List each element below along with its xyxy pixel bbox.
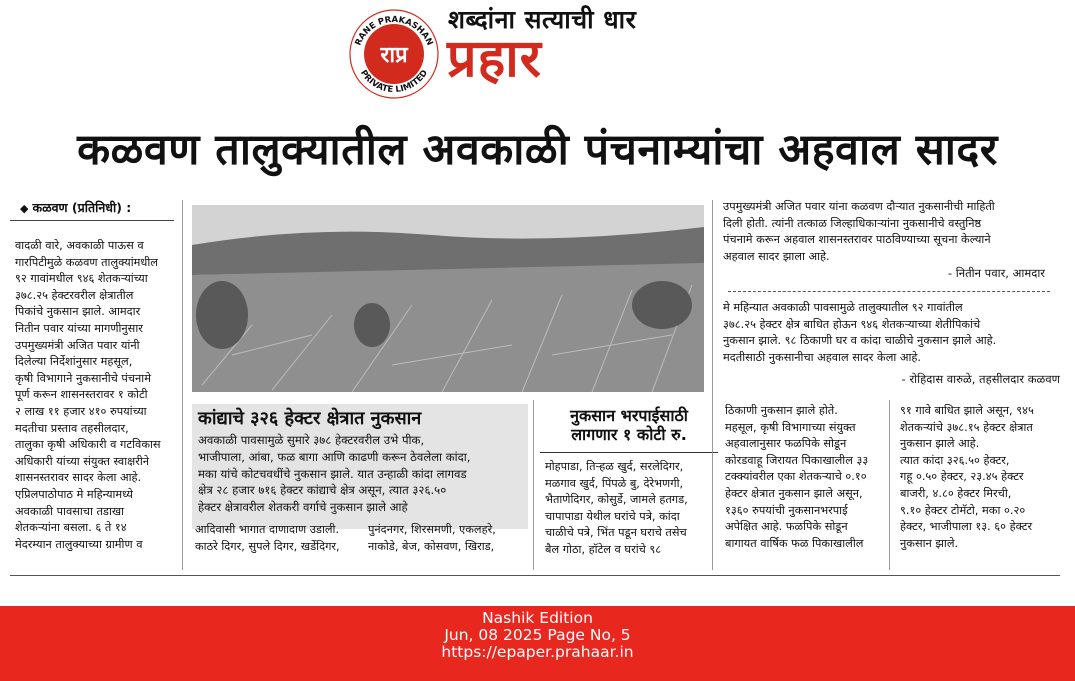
text-line: नुकसान झाले आहे.: [900, 437, 980, 451]
article-bottom-rule: [10, 575, 1060, 576]
article-dateline: ◆ कळवण (प्रतिनिधी) :: [20, 200, 132, 215]
svg-text:PRIVATE LIMITED: PRIVATE LIMITED: [357, 68, 431, 96]
mla-quote-credit: - नितीन पवार, आमदार: [947, 266, 1045, 280]
article-column-4: [725, 403, 883, 552]
tehsildar-quote: [723, 300, 1058, 366]
text-line: दिलेल्या निर्देशांनुसार महसूल,: [15, 355, 133, 369]
footer-date-page: Jun, 08 2025 Page No, 5: [444, 626, 631, 644]
column-divider: [889, 400, 890, 570]
text-line: बाजरी, ४.८० हेक्टर मिरची,: [900, 486, 1012, 500]
text-line: अधिकारी यांच्या संयुक्त स्वाक्षरीने: [15, 454, 150, 468]
text-line: तालुका कृषी अधिकारी व गटविकास: [15, 438, 161, 452]
article-column-2-left: [195, 522, 355, 555]
text-line: टक्क्यांवरील एका शेतकऱ्याचे ०.१०: [725, 470, 867, 484]
text-line: अपेक्षित आहे. फळपिके सोडून: [725, 520, 848, 534]
masthead-tagline: शब्दांना सत्याची धार: [448, 5, 637, 34]
text-line: शेतकऱ्यांना बसला. ६ ते १४: [15, 521, 127, 535]
compensation-heading-line-1: नुकसान भरपाईसाठी: [570, 406, 688, 425]
compensation-heading: [537, 406, 721, 444]
text-line: उपमुख्यमंत्री अजित पवार यांनी: [15, 338, 140, 352]
text-line: भैताणेदिगर, कोसुर्डे, जामले हतगड,: [545, 493, 688, 507]
text-line: ठिकाणी नुकसान झाले होते.: [725, 404, 838, 417]
onion-loss-text: [198, 432, 524, 516]
text-line: गहू ०.५० हेक्टर, २३.४५ हेक्टर: [900, 470, 1024, 484]
box-text-line: हेक्टर क्षेत्रावरील शेतकरी वर्गाचे नुकसान झाले आहे: [198, 500, 408, 515]
article-column-1: [15, 238, 175, 553]
text-line: कोरडवाहू जिरायत पिकाखालील ३३: [725, 453, 869, 467]
crop-damage-photo: [192, 205, 704, 392]
rane-prakashan-logo: [346, 6, 442, 102]
text-line: हेक्टर क्षेत्रात नुकसान झाले असून,: [725, 486, 863, 500]
text-line: मोहपाडा, तिऱ्हळ खुर्द, सरलेदिगर,: [545, 460, 684, 473]
svg-text:RANE PRAKASHAN: RANE PRAKASHAN: [353, 14, 435, 48]
svg-text:राप्र: राप्र: [380, 43, 408, 68]
quote-line: पंचनामे करून अहवाल शासनस्तरावर पाठविण्याच्या सूचना केल्याने: [723, 233, 991, 247]
dateline-rule: [10, 220, 174, 221]
text-line: नाकोडे, बेज, कोसवण, खिराड,: [368, 539, 495, 553]
column-divider: [533, 400, 534, 570]
footer-url[interactable]: https://epaper.prahaar.in: [441, 643, 634, 661]
article-column-2-right: [368, 522, 528, 555]
quote-line: नुकसान झाले. ९८ ठिकाणी घर व कांदा चाळीचे नुकसान झाले आहे.: [723, 334, 997, 348]
text-line: ९२ गावांमधील ९४६ शेतकऱ्यांच्या: [15, 272, 148, 286]
tehsildar-quote-credit: - रोहिदास वारुळे, तहसीलदार कळवण: [901, 372, 1060, 386]
quote-line: दिली होती. त्यांनी तत्काळ जिल्हाधिकाऱ्यांना नुकसानीचे वस्तुनिष्ठ: [723, 216, 982, 230]
text-line: एप्रिलपाठोपाठ मे महिन्यामध्ये: [15, 487, 133, 501]
text-line: कृषी विभागाने नुकसानीचे पंचनामे: [15, 371, 151, 385]
quote-line: ३७८.२५ हेक्टर क्षेत्र बाधित होऊन ९४६ शेतकऱ्याच्या शेतीपिकांचे: [723, 317, 981, 331]
text-line: १३६० रुपयांची नुकसानभरपाई: [725, 503, 848, 517]
edition-footer: [0, 606, 1075, 681]
text-line: शेतकऱ्यांचे ३७८.१५ हेक्टर क्षेत्रात: [900, 420, 1033, 434]
compensation-heading-line-2: लागणार १ कोटी रु.: [571, 425, 687, 444]
article-headline: कळवण तालुक्यातील अवकाळी पंचनाम्यांचा अहवाल सादर: [77, 125, 998, 175]
column-divider: [712, 200, 713, 570]
mla-quote: [723, 199, 1058, 265]
box-text-line: भाजीपाला, आंबा, फळ बागा आणि काढणी करून ठेवलेला कांदा,: [198, 449, 471, 464]
text-line: पुनंदनगर, शिरसमणी, एकलहरे,: [368, 523, 496, 536]
text-line: ९१ गावे बाधित झाले असून, ९४५: [900, 404, 1034, 417]
text-line: बागायत वार्षिक फळ पिकाखालील: [725, 536, 864, 550]
text-line: पूर्ण करून शासनस्तरावर १ कोटी: [15, 388, 148, 402]
masthead-brand: प्रहार: [447, 29, 542, 89]
quote-line: मदतीसाठी नुकसानीचा अहवाल सादर केला आहे.: [723, 350, 922, 364]
onion-loss-box: [192, 404, 528, 529]
article-column-5: [900, 403, 1058, 552]
text-line: आदिवासी भागात दाणादाण उडाली.: [195, 523, 340, 536]
quote-line: उपमुख्यमंत्री अजित पवार यांना कळवण दौऱ्यात नुकसानीची माहिती: [723, 200, 995, 213]
footer-edition: Nashik Edition: [482, 609, 593, 627]
quote-line: मे महिन्यात अवकाळी पावसामुळे तालुक्यातील ९२ गावांतील: [723, 301, 963, 314]
text-line: मदतीचा प्रस्ताव तहसीलदार,: [15, 421, 129, 435]
text-line: ३७८.२५ हेक्टरवरील क्षेत्रातील: [15, 288, 134, 302]
quote-separator: [728, 291, 1050, 292]
column-divider: [182, 200, 183, 570]
text-line: वादळी वारे, अवकाळी पाऊस व: [15, 239, 144, 252]
text-line: नितीन पवार यांच्या मागणीनुसार: [15, 321, 143, 335]
text-line: नुकसान झाले.: [900, 536, 959, 550]
box-text-line: क्षेत्र २८ हजार ७१६ हेक्टर कांद्याचे क्षेत्र असून, त्यात ३२६.५०: [198, 483, 447, 498]
text-line: बैल गोठा, हॉटेल व घरांचे ९८: [545, 542, 662, 556]
box-text-line: अवकाळी पावसामुळे सुमारे ३७८ हेक्टरवरील उभे पीक,: [198, 433, 425, 447]
compensation-rule: [540, 452, 718, 453]
text-line: अहवालानुसार फळपिके सोडून: [725, 437, 847, 451]
text-line: मेदरम्यान तालुक्याच्या ग्रामीण व: [15, 537, 143, 551]
text-line: त्यात कांदा ३२६.५० हेक्टर,: [900, 453, 1010, 467]
text-line: ९.१० हेक्टर टोमॅटो, मका ०.२०: [900, 503, 1026, 517]
text-line: अवकाळी पावसाचा तडाखा: [15, 504, 125, 518]
diamond-icon: ◆: [20, 202, 29, 215]
text-line: पिकांचे नुकसान झाले. आमदार: [15, 305, 141, 319]
text-line: गारपिटीमुळे कळवण तालुक्यांमधील: [15, 255, 158, 269]
text-line: चाळीचे पत्रे, भिंत पडून घराचे तसेच: [545, 526, 687, 540]
article-column-3: [545, 459, 717, 559]
quote-line: अहवाल सादर झाला आहे.: [723, 249, 830, 263]
text-line: हेक्टर, भाजीपाला १३. ६० हेक्टर: [900, 520, 1033, 534]
text-line: शासनस्तरावर सादर केला आहे.: [15, 471, 142, 485]
text-line: चापापाडा येथील घरांचे पत्रे, कांदा: [545, 509, 680, 523]
text-line: २ लाख ११ हजार ४१० रुपयांच्या: [15, 404, 147, 418]
text-line: मळगाव खुर्द, पिंपळे बु, देरेभणगी,: [545, 476, 684, 490]
onion-loss-heading: कांद्याचे ३२६ हेक्टर क्षेत्रात नुकसान: [198, 408, 422, 429]
text-line: काठरे दिगर, सुपले दिगर, खर्डेदिगर,: [195, 539, 340, 553]
text-line: महसूल, कृषी विभागाच्या संयुक्त: [725, 420, 856, 434]
box-text-line: मका यांचे कोटचवधींचे नुकसान झाले. यात उन्हाळी कांदा लागवड: [198, 466, 467, 481]
